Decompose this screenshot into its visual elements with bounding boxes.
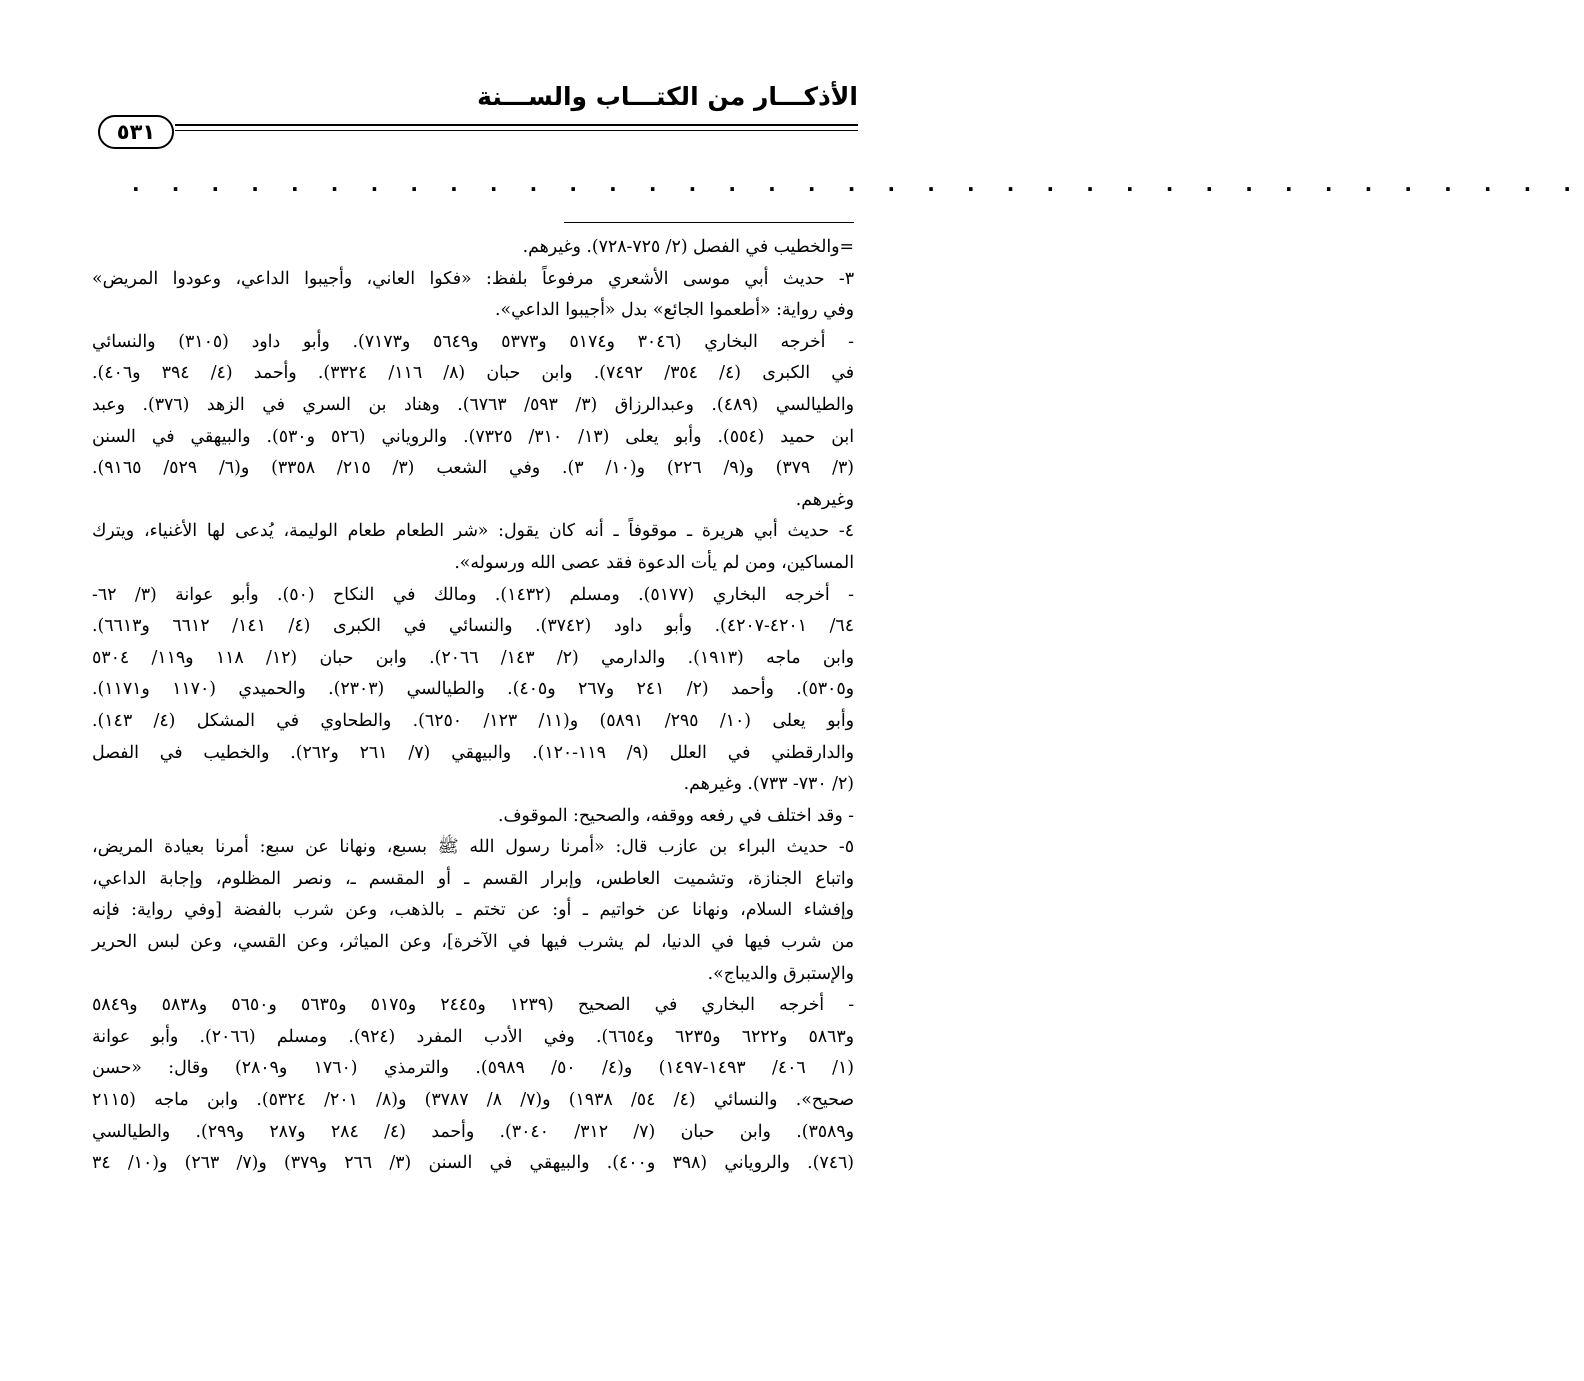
footnote-line: والإستبرق والديباج». — [707, 963, 854, 984]
footnote-rule — [564, 222, 854, 223]
footnote-line: ٦٤/ ٤٢٠١-٤٢٠٧). وأبو داود (٣٧٤٢). والنسائي في الكبرى (٤/ ١٤١/ ٦٦١٢ و٦٦١٣). — [92, 616, 854, 637]
footnote-line: والدارقطني في العلل (٩/ ١١٩-١٢٠). والبيهقي (٧/ ٢٦١ و٢٦٢). والخطيب في الفصل — [92, 742, 854, 763]
page-number: ٥٣١ — [98, 115, 174, 149]
footnote-line: في الكبرى (٤/ ٣٥٤/ ٧٤٩٢). وابن حبان (٨/ ١١٦/ ٣٣٢٤). وأحمد (٤/ ٣٩٤ و٤٠٦). — [92, 363, 854, 384]
footnote-line: و٥٨٦٣ و٦٢٢٢ و٦٢٣٥ و٦٦٥٤). وفي الأدب المفرد (٩٢٤). ومسلم (٢٠٦٦). وأبو عوانة — [92, 1026, 854, 1047]
separator-dots: . . . . . . . . . . . . . . . . . . . . . . . . . . . . . . . . . . . . . — [132, 172, 1584, 196]
footnote-line: ابن حميد (٥٥٤). وأبو يعلى (١٣/ ٣١٠/ ٧٣٢٥). والروياني (٥٢٦ و٥٣٠). والبيهقي في السنن — [92, 426, 855, 447]
footnote-line: و٣٥٨٩). وابن حبان (٧/ ٣١٢/ ٣٠٤٠). وأحمد (٤/ ٢٨٤ و٢٨٧ و٢٩٩). والطيالسي — [92, 1121, 854, 1142]
footnote-line: وغيرهم. — [795, 489, 854, 510]
footnote-line: وابن ماجه (١٩١٣). والدارمي (٢/ ١٤٣/ ٢٠٦٦). وابن حبان (١٢/ ١١٨ و١١٩/ ٥٣٠٤ — [92, 647, 854, 668]
footnote-line: (١/ ٤٠٦/ ١٤٩٣-١٤٩٧) و(٤/ ٥٠/ ٥٩٨٩). والترمذي (١٧٦٠ و٢٨٠٩) وقال: «حسن — [92, 1058, 854, 1079]
footnote-line: (٣/ ٣٧٩) و(٩/ ٢٢٦) و(١٠/ ٣). وفي الشعب (٣/ ٢١٥/ ٣٣٥٨) و(٦/ ٥٢٩/ ٩١٦٥). — [92, 458, 855, 479]
footnotes-body — [92, 232, 854, 1180]
footnote-line: و٥٣٠٥). وأحمد (٢/ ٢٤١ و٢٦٧ و٤٠٥). والطيالسي (٢٣٠٣). والحميدي (١١٧٠ و١١٧١). — [92, 679, 854, 700]
footnote-line: (٧٤٦). والروياني (٣٩٨ و٤٠٠). والبيهقي في السنن (٣/ ٢٦٦ و٣٧٩) و(٧/ ٢٦٣) و(١٠/ ٣٤ — [92, 1153, 855, 1174]
footnote-line: واتباع الجنازة، وتشميت العاطس، وإبرار القسم ـ أو المقسم ـ، ونصر المظلوم، وإجابة الداعي، — [92, 868, 854, 889]
footnote-line: وفي رواية: «أطعموا الجائع» بدل «أجيبوا الداعي». — [495, 300, 854, 321]
footnote-line: صحيح». والنسائي (٤/ ٥٤/ ١٩٣٨) و(٧/ ٨/ ٣٧٨٧) و(٨/ ٢٠١/ ٥٣٢٤). وابن ماجه (٢١١٥ — [92, 1090, 854, 1111]
footnote-line: من شرب فيها في الدنيا، لم يشرب فيها في الآخرة]، وعن المياثر، وعن القسي، وعن لبس الحرير — [92, 932, 854, 953]
footnote-line: ٥- حديث البراء بن عازب قال: «أمرنا رسول الله ﷺ بسبع، ونهانا عن سبع: أمرنا بعيادة المريض، — [92, 837, 854, 858]
footnote-line: - أخرجه البخاري في الصحيح (١٢٣٩ و٢٤٤٥ و٥١٧٥ و٥٦٣٥ و٥٦٥٠ و٥٨٣٨ و٥٨٤٩ — [92, 995, 855, 1016]
footnote-line: - أخرجه البخاري (٥١٧٧). ومسلم (١٤٣٢). ومالك في النكاح (٥٠). وأبو عوانة (٣/ ٦٢- — [92, 584, 854, 605]
footnote-line: وأبو يعلى (١٠/ ٢٩٥/ ٥٨٩١) و(١١/ ١٢٣/ ٦٢٥٠). والطحاوي في المشكل (٤/ ١٤٣). — [92, 710, 854, 731]
running-header-title: الأذكـــار من الكتـــاب والســـنة — [477, 82, 858, 111]
footnote-line: وإفشاء السلام، ونهانا عن خواتيم ـ أو: عن تختم ـ بالذهب، وعن شرب بالفضة [وفي رواية: فإنه — [92, 900, 854, 921]
footnote-line: =والخطيب في الفصل (٢/ ٧٢٥-٧٢٨). وغيرهم. — [522, 237, 854, 257]
footnote-line: - وقد اختلف في رفعه ووقفه، والصحيح: الموقوف. — [497, 805, 854, 826]
footnote-line: المساكين، ومن لم يأت الدعوة فقد عصى الله ورسوله». — [454, 552, 854, 573]
footnote-line: والطيالسي (٤٨٩). وعبدالرزاق (٣/ ٥٩٣/ ٦٧٦٣). وهناد بن السري في الزهد (٣٧٦). وعبد — [92, 394, 854, 415]
header-rule-thin — [175, 130, 858, 131]
footnote-line: ٤- حديث أبي هريرة ـ موقوفاً ـ أنه كان يقول: «شر الطعام طعام الوليمة، يُدعى لها الأغنياء، ويترك — [92, 521, 854, 542]
footnote-line: (٢/ ٧٣٠- ٧٣٣). وغيرهم. — [683, 774, 854, 795]
footnote-line: ٣- حديث أبي موسى الأشعري مرفوعاً بلفظ: «فكوا العاني، وأجيبوا الداعي، وعودوا المريض» — [92, 268, 854, 289]
header-rule — [175, 124, 858, 126]
footnote-line: - أخرجه البخاري (٣٠٤٦ و٥١٧٤ و٥٣٧٣ و٥٦٤٩ و٧١٧٣). وأبو داود (٣١٠٥) والنسائي — [92, 331, 855, 352]
